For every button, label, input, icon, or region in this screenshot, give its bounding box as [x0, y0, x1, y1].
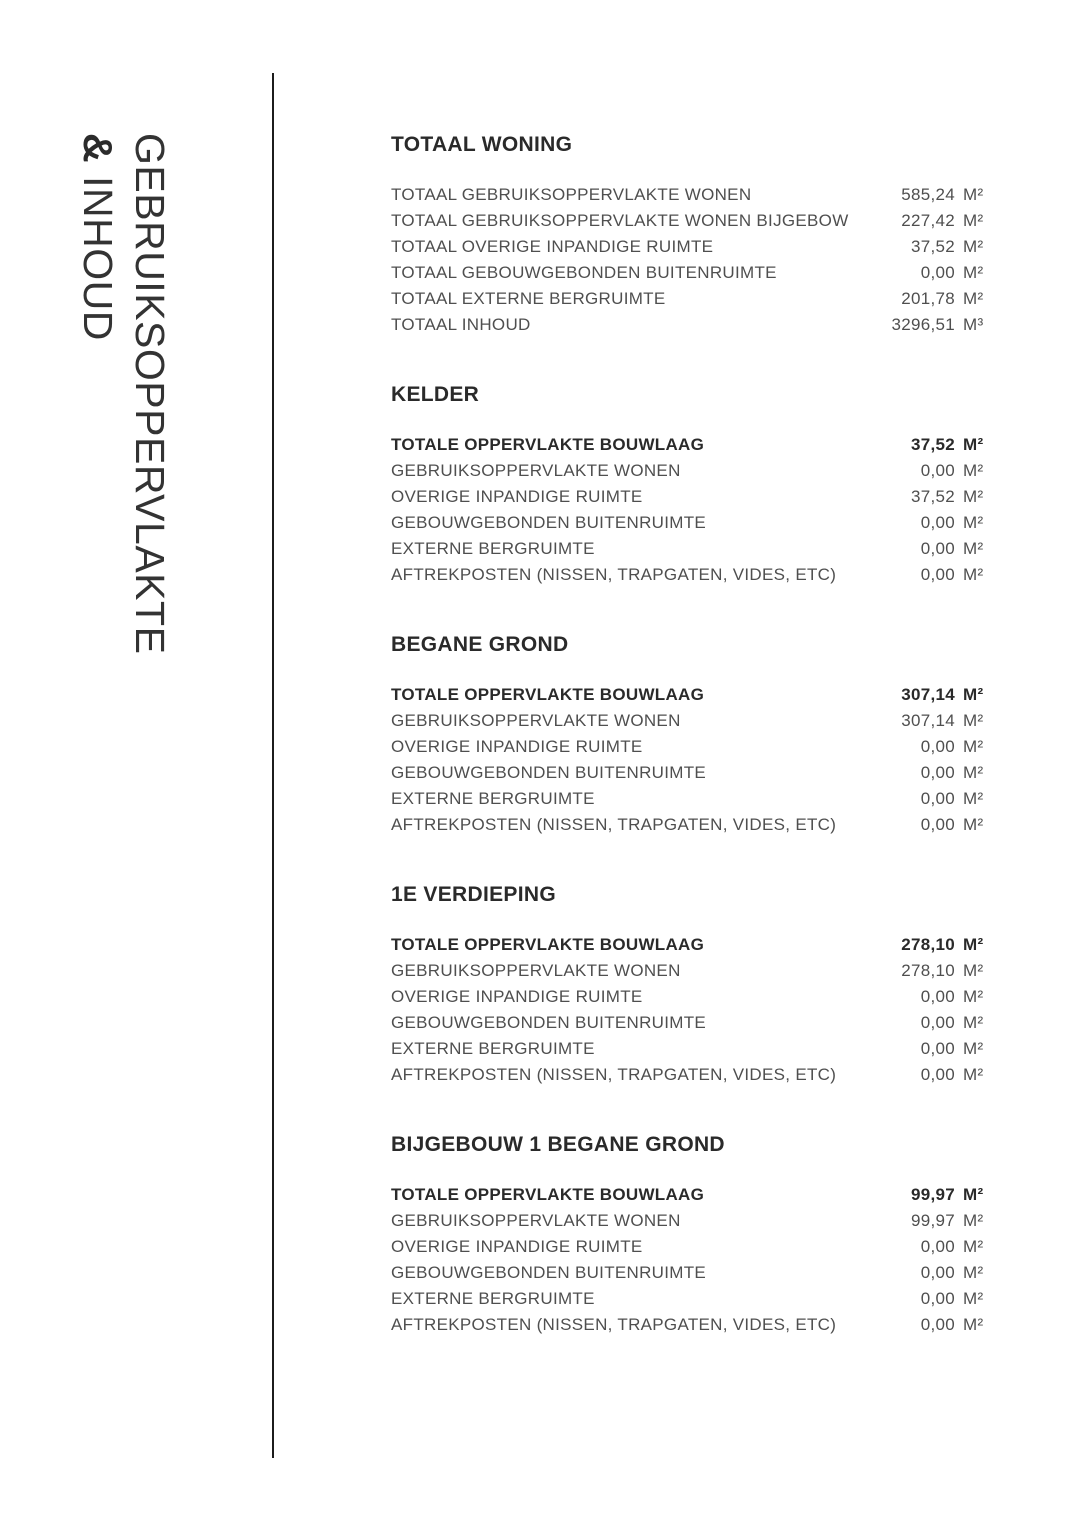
row-value: 0,00 — [920, 1315, 955, 1334]
row-value: 0,00 — [920, 763, 955, 782]
row-unit: M² — [963, 237, 984, 256]
table-row — [391, 1182, 997, 1208]
row-value: 0,00 — [920, 513, 955, 532]
row-value: 99,97 — [910, 1211, 955, 1230]
page-title — [72, 133, 176, 693]
row-value: 0,00 — [920, 1263, 955, 1282]
row-value: 0,00 — [920, 461, 955, 480]
row-label: AFTREKPOSTEN (NISSEN, TRAPGATEN, VIDES, ETC) — [391, 1065, 837, 1084]
table-row — [391, 312, 997, 338]
table-row — [391, 1062, 997, 1088]
row-value: 0,00 — [920, 1013, 955, 1032]
table-row — [391, 1312, 997, 1338]
section-rows — [391, 682, 997, 838]
row-label: TOTAAL GEBRUIKSOPPERVLAKTE WONEN BIJGEBOW — [391, 211, 849, 230]
table-row — [391, 286, 997, 312]
table-row — [391, 760, 997, 786]
row-value: 3296,51 — [891, 315, 955, 334]
row-value: 0,00 — [920, 789, 955, 808]
row-unit: M² — [963, 1013, 984, 1032]
row-label: EXTERNE BERGRUIMTE — [391, 789, 595, 808]
row-value: 278,10 — [901, 961, 955, 980]
row-unit: M² — [963, 789, 984, 808]
table-row — [391, 734, 997, 760]
row-unit: M² — [963, 763, 984, 782]
table-row — [391, 1260, 997, 1286]
row-unit: M² — [963, 1065, 984, 1084]
table-row — [391, 812, 997, 838]
row-value: 0,00 — [920, 1289, 955, 1308]
section — [391, 633, 997, 838]
row-label: GEBRUIKSOPPERVLAKTE WONEN — [391, 711, 681, 730]
row-label: GEBOUWGEBONDEN BUITENRUIMTE — [391, 513, 707, 532]
table-row — [391, 682, 997, 708]
row-label: GEBOUWGEBONDEN BUITENRUIMTE — [391, 763, 707, 782]
section — [391, 1133, 997, 1338]
row-value: 307,14 — [901, 711, 955, 730]
page-title-line1: GEBRUIKSOPPERVLAKTE — [127, 133, 173, 655]
row-unit: M² — [963, 711, 984, 730]
row-unit: M² — [963, 961, 984, 980]
row-unit: M² — [963, 1289, 984, 1308]
ampersand-glyph: & — [75, 133, 121, 164]
row-unit: M² — [963, 737, 984, 756]
row-unit: M² — [963, 1185, 984, 1204]
table-row — [391, 234, 997, 260]
row-value: 0,00 — [920, 815, 955, 834]
row-label: GEBRUIKSOPPERVLAKTE WONEN — [391, 1211, 681, 1230]
section-rows — [391, 432, 997, 588]
row-unit: M² — [963, 1315, 984, 1334]
row-label: OVERIGE INPANDIGE RUIMTE — [391, 737, 643, 756]
row-label: GEBRUIKSOPPERVLAKTE WONEN — [391, 461, 681, 480]
table-row — [391, 984, 997, 1010]
row-value: 585,24 — [901, 185, 955, 204]
table-row — [391, 932, 997, 958]
row-label: TOTALE OPPERVLAKTE BOUWLAAG — [391, 435, 705, 454]
row-value: 0,00 — [920, 737, 955, 756]
row-unit: M³ — [963, 315, 984, 334]
section-title: 1E VERDIEPING — [391, 883, 556, 906]
table-row — [391, 182, 997, 208]
row-value: 307,14 — [901, 685, 955, 704]
row-value: 201,78 — [901, 289, 955, 308]
row-label: EXTERNE BERGRUIMTE — [391, 1039, 595, 1058]
row-label: TOTAAL GEBOUWGEBONDEN BUITENRUIMTE — [391, 263, 777, 282]
row-value: 227,42 — [901, 211, 955, 230]
row-label: GEBOUWGEBONDEN BUITENRUIMTE — [391, 1263, 707, 1282]
section-title: TOTAAL WONING — [391, 133, 573, 156]
row-label: TOTAAL GEBRUIKSOPPERVLAKTE WONEN — [391, 185, 752, 204]
vertical-divider-line — [272, 73, 274, 1458]
row-value: 0,00 — [920, 539, 955, 558]
row-label: TOTAAL INHOUD — [391, 315, 531, 334]
content-area — [391, 133, 997, 1383]
table-row — [391, 1036, 997, 1062]
row-unit: M² — [963, 211, 984, 230]
section-title: BEGANE GROND — [391, 633, 569, 656]
row-value: 0,00 — [920, 565, 955, 584]
table-row — [391, 1286, 997, 1312]
row-unit: M² — [963, 565, 984, 584]
row-label: EXTERNE BERGRUIMTE — [391, 1289, 595, 1308]
row-value: 0,00 — [920, 1237, 955, 1256]
row-unit: M² — [963, 685, 984, 704]
row-unit: M² — [963, 487, 984, 506]
row-label: OVERIGE INPANDIGE RUIMTE — [391, 987, 643, 1006]
table-row — [391, 536, 997, 562]
row-label: EXTERNE BERGRUIMTE — [391, 539, 595, 558]
row-value: 37,52 — [910, 435, 955, 454]
row-unit: M² — [963, 435, 984, 454]
row-label: GEBRUIKSOPPERVLAKTE WONEN — [391, 961, 681, 980]
page-title-line2 — [72, 133, 124, 693]
row-unit: M² — [963, 461, 984, 480]
row-label: OVERIGE INPANDIGE RUIMTE — [391, 1237, 643, 1256]
row-label: TOTAAL OVERIGE INPANDIGE RUIMTE — [391, 237, 714, 256]
table-row — [391, 510, 997, 536]
row-value: 0,00 — [920, 987, 955, 1006]
row-unit: M² — [963, 1263, 984, 1282]
section — [391, 883, 997, 1088]
row-value: 0,00 — [920, 263, 955, 282]
row-unit: M² — [963, 185, 984, 204]
row-value: 278,10 — [901, 935, 955, 954]
table-row — [391, 1234, 997, 1260]
table-row — [391, 786, 997, 812]
row-value: 0,00 — [920, 1065, 955, 1084]
section-title: KELDER — [391, 383, 480, 406]
row-label: TOTALE OPPERVLAKTE BOUWLAAG — [391, 1185, 705, 1204]
row-unit: M² — [963, 1211, 984, 1230]
table-row — [391, 958, 997, 984]
section-rows — [391, 932, 997, 1088]
section-rows — [391, 1182, 997, 1338]
row-unit: M² — [963, 263, 984, 282]
section-rows — [391, 182, 997, 338]
table-row — [391, 208, 997, 234]
section — [391, 383, 997, 588]
row-unit: M² — [963, 289, 984, 308]
table-row — [391, 432, 997, 458]
row-label: TOTAAL EXTERNE BERGRUIMTE — [391, 289, 666, 308]
row-value: 37,52 — [910, 487, 955, 506]
row-label: TOTALE OPPERVLAKTE BOUWLAAG — [391, 935, 705, 954]
row-label: GEBOUWGEBONDEN BUITENRUIMTE — [391, 1013, 707, 1032]
row-label: TOTALE OPPERVLAKTE BOUWLAAG — [391, 685, 705, 704]
row-label: OVERIGE INPANDIGE RUIMTE — [391, 487, 643, 506]
row-unit: M² — [963, 513, 984, 532]
row-unit: M² — [963, 815, 984, 834]
row-unit: M² — [963, 539, 984, 558]
row-unit: M² — [963, 1039, 984, 1058]
row-label: AFTREKPOSTEN (NISSEN, TRAPGATEN, VIDES, ETC) — [391, 815, 837, 834]
row-unit: M² — [963, 935, 984, 954]
table-row — [391, 458, 997, 484]
row-unit: M² — [963, 987, 984, 1006]
page-title-line2-text: INHOUD — [75, 176, 121, 341]
table-row — [391, 562, 997, 588]
row-label: AFTREKPOSTEN (NISSEN, TRAPGATEN, VIDES, ETC) — [391, 565, 837, 584]
table-row — [391, 708, 997, 734]
section-title: BIJGEBOUW 1 BEGANE GROND — [391, 1133, 725, 1156]
row-value: 0,00 — [920, 1039, 955, 1058]
table-row — [391, 260, 997, 286]
table-row — [391, 1010, 997, 1036]
table-row — [391, 484, 997, 510]
section — [391, 133, 997, 338]
row-label: AFTREKPOSTEN (NISSEN, TRAPGATEN, VIDES, ETC) — [391, 1315, 837, 1334]
row-unit: M² — [963, 1237, 984, 1256]
row-value: 37,52 — [910, 237, 955, 256]
table-row — [391, 1208, 997, 1234]
row-value: 99,97 — [910, 1185, 955, 1204]
